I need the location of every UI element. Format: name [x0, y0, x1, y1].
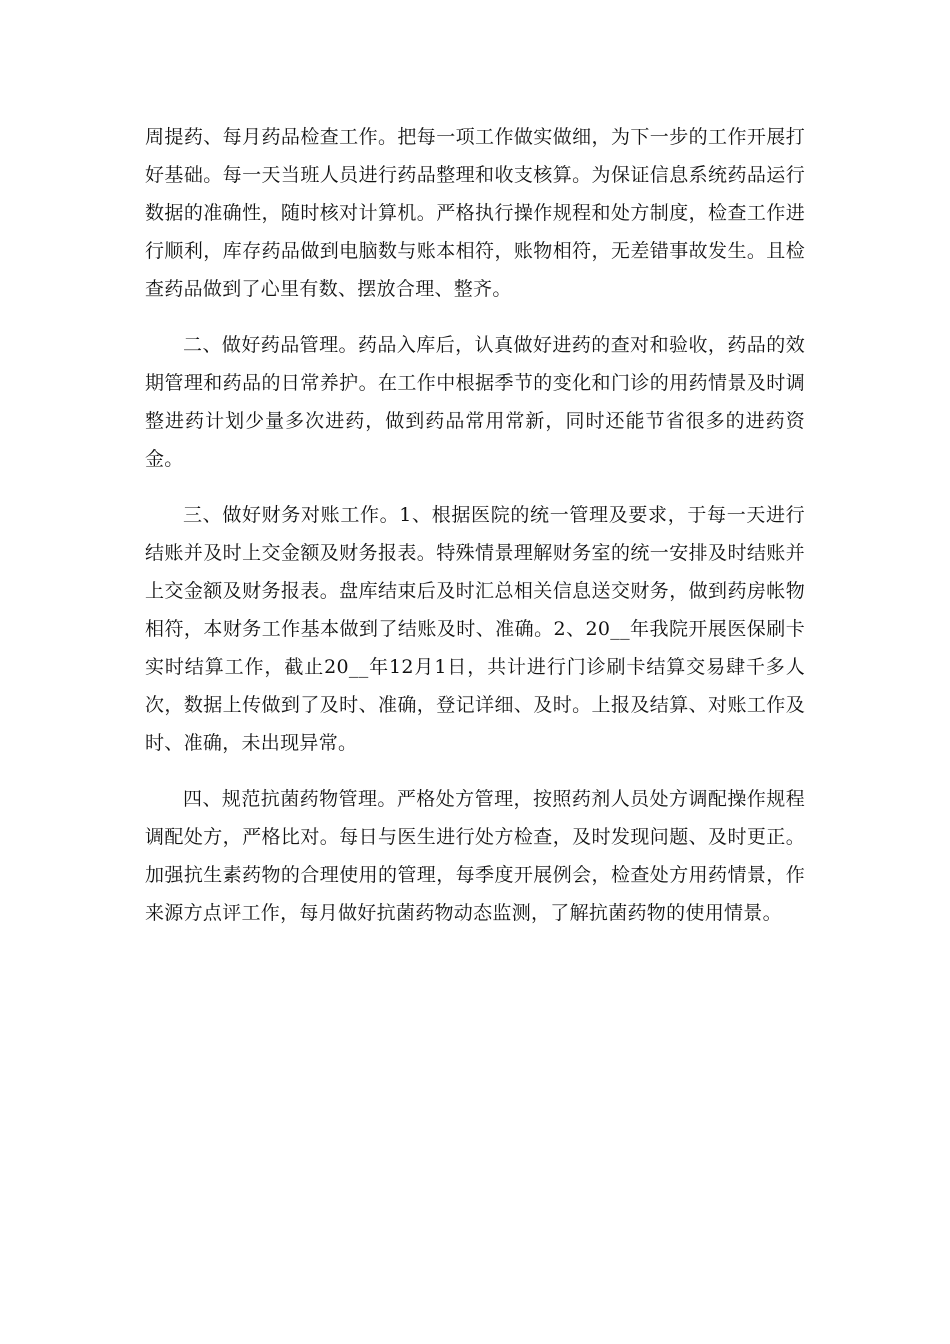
- paragraph-antibacterial-management: 四、规范抗菌药物管理。严格处方管理，按照药剂人员处方调配操作规程调配处方，严格比对。每日与医生进行处方检查，及时发现问题、及时更正。加强抗生素药物的合理使用的管理，每季度开展例会，检查处方用药情景，作来源方点评工作，每月做好抗菌药物动态监测，了解抗菌药物的使用情景。: [145, 788, 805, 924]
- paragraph-continued: 周提药、每月药品检查工作。把每一项工作做实做细，为下一步的工作开展打好基础。每一天当班人员进行药品整理和收支核算。为保证信息系统药品运行数据的准确性，随时核对计算机。严格执行操作规程和处方制度，检查工作进行顺利，库存药品做到电脑数与账本相符，账物相符，无差错事故发生。且检查药品做到了心里有数、摆放合理、整齐。: [145, 126, 805, 300]
- paragraph-drug-management: 二、做好药品管理。药品入库后，认真做好进药的查对和验收，药品的效期管理和药品的日常养护。在工作中根据季节的变化和门诊的用药情景及时调整进药计划少量多次进药，做到药品常用常新，同时还能节省很多的进药资金。: [145, 334, 805, 470]
- document-body: [145, 118, 805, 950]
- paragraph-finance-reconciliation: 三、做好财务对账工作。1、根据医院的统一管理及要求，于每一天进行结账并及时上交金额及财务报表。特殊情景理解财务室的统一安排及时结账并上交金额及财务报表。盘库结束后及时汇总相关信息送交财务，做到药房帐物相符，本财务工作基本做到了结账及时、准确。2、20__年我院开展医保刷卡实时结算工作，截止20__年12月1日，共计进行门诊刷卡结算交易肆千多人次，数据上传做到了及时、准确，登记详细、及时。上报及结算、对账工作及时、准确，未出现异常。: [145, 504, 805, 754]
